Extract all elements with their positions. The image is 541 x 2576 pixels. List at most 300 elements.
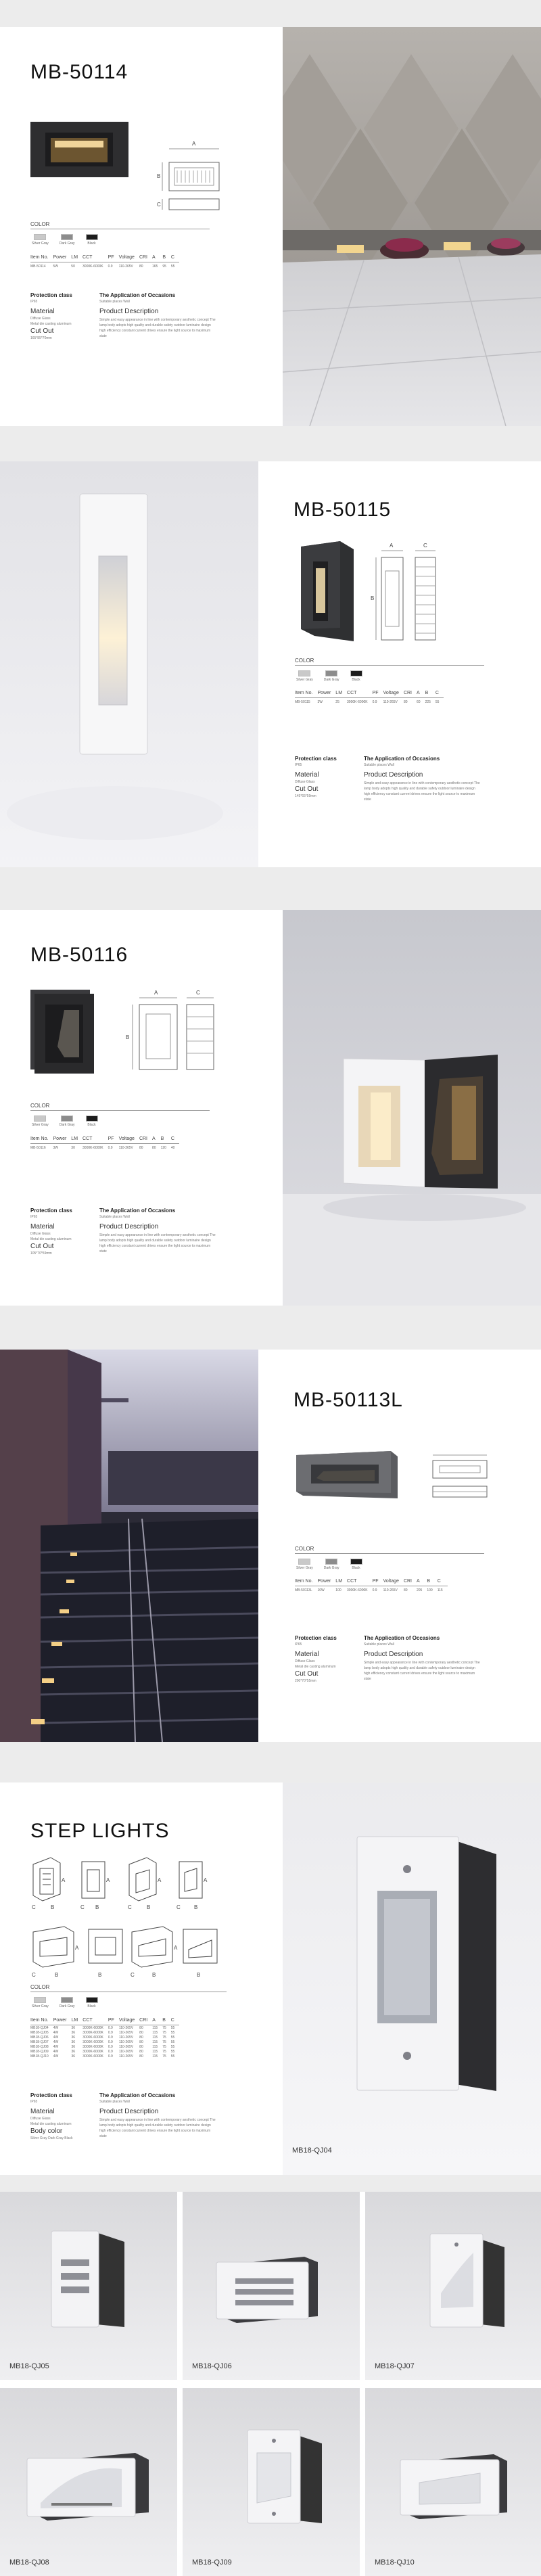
- column-header: B: [162, 254, 171, 262]
- table-row: [30, 2054, 179, 2058]
- column-header: CRI: [139, 2017, 152, 2025]
- gallery-item-qj05: [0, 2192, 177, 2380]
- product-info: [30, 2092, 233, 2153]
- description-label: Product Description: [364, 771, 423, 779]
- table-cell: 4W: [53, 2026, 59, 2030]
- svg-text:B: B: [194, 1904, 198, 1910]
- table-cell: 75: [162, 2050, 166, 2054]
- application-value: Suitable places Wall: [364, 1642, 394, 1647]
- column-header: Power: [53, 254, 71, 262]
- table-cell: 0.9: [108, 2040, 113, 2044]
- product-title: MB-50115: [293, 499, 392, 521]
- table-cell: 110-265V: [118, 264, 133, 269]
- material-extra: Metal die casting aluminum: [30, 322, 72, 326]
- description-text: Simple and easy appearance in line with contemporary aesthetic concept The lamp body adopts high quality and durable safety outdoor luminaire design high efficiency constant current drives ensure the light source to maximum state: [364, 781, 480, 802]
- table-cell: MB-50115: [295, 700, 310, 704]
- swatch-black: Black: [86, 1997, 98, 2008]
- hero-caption: MB18-QJ04: [292, 2146, 332, 2155]
- table-cell: 55: [170, 2031, 175, 2035]
- material-value: Diffuse Glass: [295, 780, 315, 784]
- svg-text:A: A: [174, 1945, 178, 1951]
- table-cell: 55: [170, 2045, 175, 2049]
- table-cell: 80: [139, 1146, 143, 1150]
- column-header: C: [171, 1135, 180, 1144]
- table-cell: 95: [162, 264, 166, 269]
- column-header: PF: [108, 254, 119, 262]
- column-header: CCT: [347, 1578, 373, 1586]
- table-cell: 110-265V: [118, 2045, 134, 2049]
- table-cell: 100: [335, 1588, 342, 1592]
- table-cell: 60: [417, 700, 421, 704]
- column-header: A: [417, 1578, 427, 1586]
- column-header: Voltage: [383, 689, 404, 698]
- table-cell: 55: [170, 2050, 175, 2054]
- body-color-label: Body color: [30, 2128, 63, 2135]
- table-cell: 100: [427, 1588, 433, 1592]
- table-cell: 3W: [317, 700, 323, 704]
- table-row: [30, 2025, 179, 2031]
- protection-label: Protection class: [30, 292, 72, 298]
- table-cell: 225: [425, 700, 431, 704]
- swatch-black: Black: [86, 1116, 98, 1127]
- cutout-label: Cut Out: [295, 785, 319, 793]
- material-value: Diffuse Glass: [30, 1232, 51, 1236]
- product-image: [30, 990, 95, 1074]
- table-cell: 80: [139, 2031, 143, 2035]
- dim-label-c: C: [196, 990, 200, 996]
- svg-text:A: A: [106, 1877, 110, 1883]
- table-cell: 75: [162, 2040, 166, 2044]
- table-cell: 25: [335, 700, 339, 704]
- column-header: CCT: [83, 2017, 108, 2025]
- svg-text:B: B: [55, 1972, 59, 1978]
- table-cell: 80: [403, 700, 408, 704]
- swatch-black: Black: [350, 1559, 362, 1570]
- table-cell: 3000K-6000K: [83, 2026, 103, 2030]
- svg-text:B: B: [98, 1972, 102, 1978]
- swatch-dark-gray: Dark Gray: [60, 234, 75, 246]
- spec-table: [295, 1578, 448, 1592]
- material-label: Material: [30, 2108, 55, 2115]
- table-cell: 110-265V: [383, 700, 398, 704]
- table-cell: 75: [162, 2054, 166, 2058]
- protection-value: IP65: [295, 1642, 302, 1647]
- table-cell: MB-50113L: [295, 1588, 312, 1592]
- description-label: Product Description: [99, 1223, 159, 1230]
- table-cell: 75: [162, 2031, 166, 2035]
- column-header: Item No.: [30, 254, 53, 262]
- table-cell: 0.9: [108, 264, 113, 269]
- table-row: [30, 2044, 179, 2049]
- table-cell: 115: [152, 2045, 158, 2049]
- table-row: [30, 2049, 179, 2054]
- table-cell: MB18-QJ10: [30, 2054, 49, 2058]
- swatch-dark-gray: Dark Gray: [324, 1559, 339, 1570]
- color-section-label: COLOR: [295, 658, 314, 664]
- table-cell: 4W: [53, 2031, 59, 2035]
- table-cell: 55: [170, 2054, 175, 2058]
- table-cell: MB-50116: [30, 1146, 46, 1150]
- column-header: B: [162, 2017, 171, 2025]
- product-image: [30, 122, 128, 177]
- material-extra: Metal die casting aluminum: [295, 1665, 336, 1669]
- table-cell: 115: [152, 2050, 158, 2054]
- column-header: CRI: [404, 1578, 417, 1586]
- product-title: MB-50113L: [293, 1389, 403, 1411]
- column-header: Voltage: [119, 2017, 139, 2025]
- step-lights-page: [0, 1782, 541, 2175]
- dimension-drawing: [157, 141, 225, 215]
- svg-text:C: C: [128, 1904, 132, 1910]
- application-label: The Application of Occasions: [364, 756, 440, 762]
- product-image: [296, 1451, 398, 1498]
- product-info: [295, 1635, 498, 1696]
- table-cell: 75: [162, 2036, 166, 2040]
- step-lights-drawings: [30, 1854, 227, 1982]
- description-label: Product Description: [364, 1651, 423, 1658]
- table-cell: 3000K-6000K: [83, 2031, 103, 2035]
- swatch-black: Black: [350, 670, 362, 682]
- table-cell: 0.9: [372, 700, 377, 704]
- gallery-caption: MB18-QJ08: [9, 2558, 49, 2567]
- color-swatches: [296, 1559, 362, 1570]
- swatch-dark-gray: Dark Gray: [60, 1997, 75, 2008]
- gallery-item-qj10: [365, 2388, 541, 2576]
- column-header: PF: [373, 689, 383, 698]
- table-cell: 115: [152, 2054, 158, 2058]
- table-cell: 80: [139, 2050, 143, 2054]
- color-swatches: [32, 234, 98, 246]
- cutout-label: Cut Out: [30, 327, 54, 335]
- column-header: C: [438, 1578, 448, 1586]
- table-cell: 36: [71, 2045, 76, 2049]
- table-cell: 80: [139, 2045, 143, 2049]
- svg-text:A: A: [75, 1945, 79, 1951]
- spec-table: [30, 254, 179, 269]
- scene-photo-stairs: [0, 1350, 258, 1742]
- product-title: MB-50116: [30, 944, 128, 966]
- swatch-black: Black: [86, 234, 98, 246]
- application-label: The Application of Occasions: [99, 2092, 176, 2098]
- protection-label: Protection class: [295, 1635, 337, 1641]
- table-cell: 0.9: [108, 2054, 113, 2058]
- table-cell: 36: [71, 2050, 76, 2054]
- dim-label-b: B: [126, 1034, 130, 1040]
- swatch-silver-gray: Silver Gray: [32, 1997, 49, 2008]
- swatch-dark-gray: Dark Gray: [324, 670, 339, 682]
- protection-value: IP65: [30, 2100, 38, 2104]
- dim-label-b: B: [371, 595, 375, 601]
- table-cell: 80: [139, 2036, 143, 2040]
- table-cell: 115: [437, 1588, 443, 1592]
- svg-text:C: C: [177, 1904, 181, 1910]
- table-cell: 80: [139, 2026, 143, 2030]
- color-swatches: [296, 670, 362, 682]
- dimension-drawing: [115, 990, 223, 1084]
- column-header: B: [425, 689, 436, 698]
- table-cell: 80: [139, 264, 143, 269]
- column-header: CRI: [139, 1135, 152, 1144]
- gallery-caption: MB18-QJ05: [9, 2362, 49, 2370]
- column-header: Item No.: [30, 2017, 53, 2025]
- color-swatches: [32, 1116, 98, 1127]
- column-header: Item No.: [295, 689, 317, 698]
- table-cell: 55: [170, 2040, 175, 2044]
- table-cell: 110-265V: [118, 2026, 134, 2030]
- material-extra: Metal die casting aluminum: [30, 2122, 72, 2126]
- product-page-mb-50116: [0, 910, 541, 1306]
- svg-text:A: A: [204, 1877, 208, 1883]
- table-cell: 50: [71, 264, 75, 269]
- column-header: CRI: [404, 689, 417, 698]
- table-cell: 3000K-6000K: [83, 2036, 103, 2040]
- table-cell: 55: [170, 264, 175, 269]
- svg-text:B: B: [152, 1972, 156, 1978]
- table-cell: 115: [152, 2040, 158, 2044]
- table-cell: 205: [417, 1588, 423, 1592]
- column-header: PF: [108, 1135, 119, 1144]
- table-cell: MB18-QJ04: [30, 2026, 49, 2030]
- table-row: [30, 2035, 179, 2040]
- column-header: A: [417, 689, 425, 698]
- material-value: Diffuse Glass: [295, 1659, 315, 1663]
- table-cell: 3W: [53, 1146, 58, 1150]
- product-page-mb-50115: [0, 461, 541, 867]
- cutout-value: 145*65*59mm: [295, 794, 316, 798]
- table-row: [295, 1586, 448, 1593]
- protection-label: Protection class: [295, 756, 337, 762]
- table-cell: 5W: [53, 264, 58, 269]
- column-header: Voltage: [119, 254, 139, 262]
- spec-table: [30, 1135, 179, 1150]
- application-label: The Application of Occasions: [99, 292, 176, 298]
- description-text: Simple and easy appearance in line with contemporary aesthetic concept The lamp body adopts high quality and durable safety outdoor luminaire design high efficiency constant current drives ensure the light source to maximum state: [99, 2118, 216, 2138]
- table-cell: 80: [403, 1588, 408, 1592]
- table-cell: 10W: [317, 1588, 325, 1592]
- table-cell: MB18-QJ05: [30, 2031, 49, 2035]
- color-swatches: [32, 1997, 98, 2008]
- color-section-label: COLOR: [30, 1984, 50, 1990]
- table-cell: 110-265V: [383, 1588, 398, 1592]
- material-label: Material: [30, 308, 55, 315]
- table-cell: MB18-QJ09: [30, 2050, 49, 2054]
- dimension-drawing: [426, 1451, 494, 1505]
- material-value: Diffuse Glass: [30, 317, 51, 321]
- material-value: Diffuse Glass: [30, 2117, 51, 2121]
- table-cell: 36: [71, 2040, 76, 2044]
- column-header: CCT: [347, 689, 373, 698]
- scene-photo-two-lights: [283, 910, 541, 1306]
- material-label: Material: [295, 771, 319, 779]
- protection-value: IP65: [30, 300, 38, 304]
- table-cell: 40: [170, 1146, 175, 1150]
- application-value: Suitable places Wall: [99, 2100, 130, 2104]
- column-header: Voltage: [119, 1135, 139, 1144]
- table-cell: 4W: [53, 2050, 59, 2054]
- spec-table: [30, 2017, 179, 2058]
- product-page-mb-50114: [0, 27, 541, 426]
- column-header: A: [152, 254, 162, 262]
- table-cell: 55: [435, 700, 440, 704]
- column-header: CCT: [83, 1135, 108, 1144]
- column-header: PF: [373, 1578, 383, 1586]
- table-cell: 80: [152, 1146, 156, 1150]
- table-cell: 110-265V: [118, 2036, 134, 2040]
- column-header: Power: [53, 2017, 72, 2025]
- column-header: Power: [317, 1578, 335, 1586]
- dim-label-a: A: [390, 543, 394, 549]
- table-cell: 110-265V: [118, 2031, 134, 2035]
- column-header: Voltage: [383, 1578, 404, 1586]
- table-cell: 115: [152, 2026, 158, 2030]
- table-cell: 36: [71, 2054, 76, 2058]
- column-header: Power: [317, 689, 335, 698]
- column-header: B: [427, 1578, 437, 1586]
- table-cell: 75: [162, 2045, 166, 2049]
- dim-label-c: C: [423, 543, 427, 549]
- spec-table: [295, 689, 444, 704]
- gallery-item-qj06: [183, 2192, 360, 2380]
- table-cell: 36: [71, 2026, 76, 2030]
- swatch-silver-gray: Silver Gray: [296, 1559, 313, 1570]
- description-text: Simple and easy appearance in line with contemporary aesthetic concept The lamp body adopts high quality and durable safety outdoor luminaire design high efficiency constant current drives ensure the light source to maximum state: [99, 318, 216, 338]
- gallery-caption: MB18-QJ06: [192, 2362, 232, 2370]
- description-label: Product Description: [99, 2108, 159, 2115]
- table-cell: 4W: [53, 2036, 59, 2040]
- svg-text:A: A: [158, 1877, 162, 1883]
- table-cell: 80: [139, 2040, 143, 2044]
- cutout-value: 165*85*70mm: [30, 336, 52, 340]
- svg-text:B: B: [95, 1904, 99, 1910]
- cutout-label: Cut Out: [295, 1670, 319, 1678]
- table-cell: 3000K-6000K: [83, 2045, 103, 2049]
- cutout-label: Cut Out: [30, 1243, 54, 1250]
- column-header: CRI: [139, 254, 152, 262]
- column-header: LM: [71, 254, 83, 262]
- svg-text:C: C: [131, 1972, 135, 1978]
- svg-text:C: C: [32, 1972, 36, 1978]
- table-cell: 115: [152, 2031, 158, 2035]
- table-cell: 4W: [53, 2045, 59, 2049]
- gallery-caption: MB18-QJ10: [375, 2558, 415, 2567]
- application-value: Suitable places Wall: [364, 763, 394, 767]
- color-section-label: COLOR: [295, 1546, 314, 1552]
- column-header: LM: [335, 1578, 347, 1586]
- table-cell: 4W: [53, 2040, 59, 2044]
- table-cell: 4W: [53, 2054, 59, 2058]
- product-page-mb-50113l: [0, 1350, 541, 1742]
- product-info: [30, 1208, 233, 1268]
- cutout-value: 105*70*59mm: [30, 1251, 52, 1256]
- column-header: PF: [108, 2017, 119, 2025]
- gallery-caption: MB18-QJ09: [192, 2558, 232, 2567]
- color-section-label: COLOR: [30, 1103, 50, 1109]
- table-cell: MB-50114: [30, 264, 46, 269]
- table-cell: 80: [139, 2054, 143, 2058]
- table-cell: 3000K-6000K: [347, 1588, 368, 1592]
- table-cell: 36: [71, 2036, 76, 2040]
- table-cell: MB18-QJ08: [30, 2045, 49, 2049]
- application-value: Suitable places Wall: [99, 300, 130, 304]
- table-row: [295, 698, 444, 705]
- hero-photo-mb18-qj04: [283, 1782, 541, 2175]
- table-cell: 3000K-6000K: [83, 264, 103, 269]
- protection-value: IP65: [30, 1215, 38, 1219]
- product-image: [301, 541, 354, 641]
- material-extra: Metal die casting aluminum: [30, 1237, 72, 1241]
- column-header: C: [171, 254, 180, 262]
- table-row: [30, 2030, 179, 2035]
- product-title: MB-50114: [30, 61, 128, 83]
- svg-text:B: B: [147, 1904, 151, 1910]
- table-row: [30, 262, 179, 269]
- table-cell: 3000K-6000K: [347, 700, 368, 704]
- table-cell: 0.9: [108, 2045, 113, 2049]
- table-cell: 120: [160, 1146, 166, 1150]
- divider: [295, 665, 484, 666]
- product-gallery: [0, 2192, 541, 2576]
- column-header: Item No.: [30, 1135, 53, 1144]
- table-cell: 55: [170, 2026, 175, 2030]
- table-cell: 165: [152, 264, 158, 269]
- gallery-item-qj07: [365, 2192, 541, 2380]
- table-row: [30, 2040, 179, 2044]
- drawing-label-a: A: [62, 1877, 66, 1883]
- svg-text:B: B: [51, 1904, 55, 1910]
- column-header: Power: [53, 1135, 71, 1144]
- product-info: [295, 756, 498, 816]
- swatch-silver-gray: Silver Gray: [296, 670, 313, 682]
- application-label: The Application of Occasions: [99, 1208, 176, 1214]
- description-text: Simple and easy appearance in line with contemporary aesthetic concept The lamp body adopts high quality and durable safety outdoor luminaire design high efficiency constant current drives ensure the light source to maximum state: [364, 1661, 480, 1681]
- product-info: [30, 292, 233, 353]
- protection-label: Protection class: [30, 2092, 72, 2098]
- table-cell: 0.9: [372, 1588, 377, 1592]
- dim-label-a: A: [154, 990, 158, 996]
- column-header: Item No.: [295, 1578, 317, 1586]
- table-cell: 0.9: [108, 2031, 113, 2035]
- protection-value: IP65: [295, 763, 302, 767]
- table-cell: MB18-QJ06: [30, 2036, 49, 2040]
- table-cell: 3000K-6000K: [83, 2050, 103, 2054]
- material-label: Material: [30, 1223, 55, 1230]
- gallery-item-qj08: [0, 2388, 177, 2576]
- column-header: CCT: [83, 254, 108, 262]
- column-header: A: [152, 1135, 161, 1144]
- table-cell: 30: [71, 1146, 75, 1150]
- divider: [30, 1110, 210, 1111]
- table-cell: MB18-QJ07: [30, 2040, 49, 2044]
- table-row: [30, 1144, 179, 1151]
- table-cell: 75: [162, 2026, 166, 2030]
- svg-text:B: B: [197, 1972, 201, 1978]
- table-cell: 110-265V: [118, 2054, 134, 2058]
- protection-label: Protection class: [30, 1208, 72, 1214]
- column-header: B: [161, 1135, 171, 1144]
- color-section-label: COLOR: [30, 221, 50, 227]
- table-cell: 3000K-6000K: [83, 2054, 103, 2058]
- swatch-silver-gray: Silver Gray: [32, 1116, 49, 1127]
- swatch-dark-gray: Dark Gray: [60, 1116, 75, 1127]
- dim-label-a: A: [192, 141, 196, 147]
- gallery-caption: MB18-QJ07: [375, 2362, 415, 2370]
- column-header: LM: [71, 1135, 83, 1144]
- body-color-value: Silver Gray Dark Gray Black: [30, 2136, 73, 2140]
- application-value: Suitable places Wall: [99, 1215, 130, 1219]
- column-header: C: [171, 2017, 180, 2025]
- dim-label-c: C: [157, 202, 161, 208]
- scene-photo-wall: [283, 27, 541, 426]
